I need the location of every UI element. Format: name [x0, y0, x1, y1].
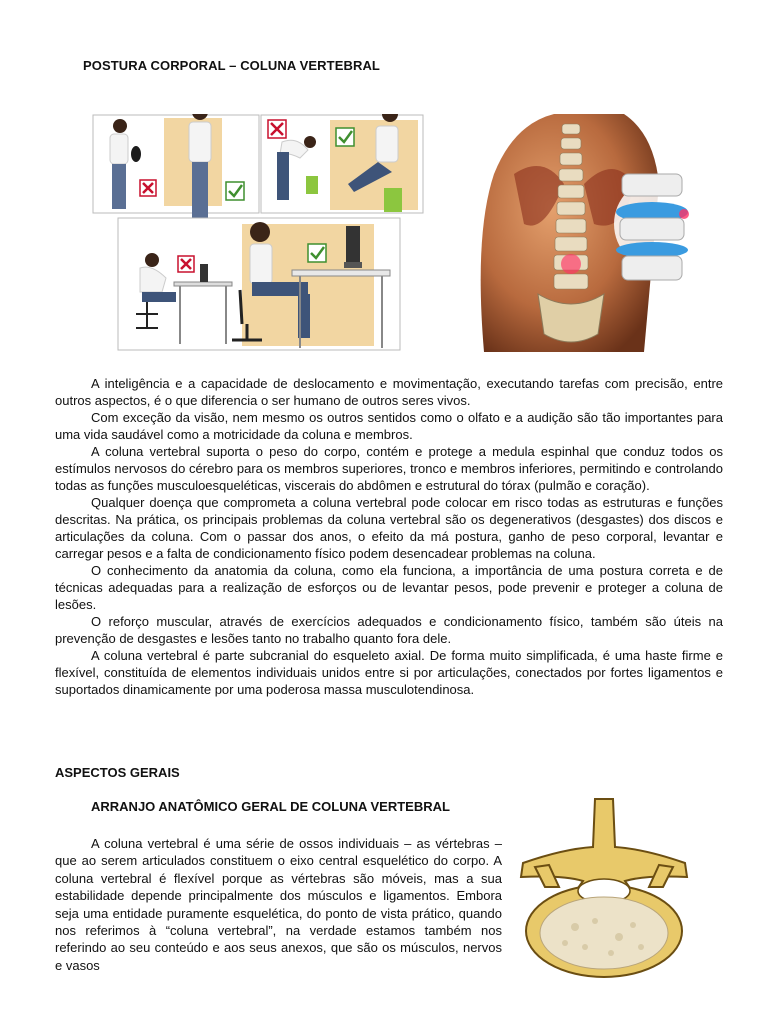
- spine-anatomy-illustration: [474, 114, 706, 352]
- check-mark-icon: [336, 128, 354, 146]
- posture-illustration: [92, 114, 428, 354]
- vertebra-illustration: [515, 797, 693, 979]
- paragraph: O conhecimento da anatomia da coluna, como ela funciona, a importância de uma postura correta e de técnicas adequadas para a realização de esforços ou de levantar pesos, pode prevenir e proteger a coluna de lesões.: [55, 563, 723, 612]
- paragraph: Qualquer doença que comprometa a coluna vertebral pode colocar em risco todas as estruturas e funções descritas. Na prática, os principais problemas da coluna vertebral são os degenerativos (desgastes) dos discos e articulações da coluna. Com o passar dos anos, o efeito da má postura, ganho de peso corporal, levantar e carregar pesos e a falta de condicionamento físico podem desencadear problemas na coluna.: [55, 495, 723, 561]
- paragraph: A coluna vertebral é parte subcranial do esqueleto axial. De forma muito simplificada, é uma haste firme e flexível, constituída de elementos individuais unidos entre si por articulações, conectados por fortes ligamentos e suportados dinamicamente por uma poderosa massa musculotendinosa.: [55, 648, 723, 697]
- paragraph: O reforço muscular, através de exercícios adequados e condicionamento físico, também são úteis na prevenção de desgastes e lesões tanto no trabalho quanto fora dele.: [55, 614, 723, 646]
- section-heading: ASPECTOS GERAIS: [55, 765, 180, 780]
- paragraph: Com exceção da visão, nem mesmo os outros sentidos como o olfato e a audição são tão importantes para uma vida saudável como a motricidade da coluna e membros.: [55, 410, 723, 442]
- x-mark-icon: [268, 120, 286, 138]
- paragraph: A inteligência e a capacidade de deslocamento e movimentação, executando tarefas com precisão, entre outros aspectos, é o que diferencia o ser humano de outros seres vivos.: [55, 376, 723, 408]
- check-mark-icon: [226, 182, 244, 200]
- check-mark-icon: [308, 244, 326, 262]
- intro-text: [55, 375, 723, 698]
- subsection-paragraph: A coluna vertebral é uma série de ossos individuais – as vértebras – que ao serem articulados constituem o eixo central esquelético do corpo. A coluna vertebral é flexível porque as vértebras são móveis, mas a sua estabilidade depende principalmente dos músculos e ligamentos. Embora seja uma entidade puramente esquelética, do ponto de vista prático, quando nos referimos à “coluna vertebral”, na verdade estamos também nos referindo ao seu conteúdo e aos seus anexos, que são os músculos, nervos e vasos: [55, 836, 502, 973]
- subsection-heading: ARRANJO ANATÔMICO GERAL DE COLUNA VERTEBRAL: [91, 799, 450, 814]
- page-title: POSTURA CORPORAL – COLUNA VERTEBRAL: [83, 58, 380, 73]
- paragraph: A coluna vertebral suporta o peso do corpo, contém e protege a medula espinhal que conduz todos os estímulos nervosos do cérebro para os membros superiores, tronco e membros inferiores, permitindo e controlando todas as funções musculoesqueléticas, viscerais do abdômen e estrutural do tórax (pulmão e coração).: [55, 444, 723, 493]
- x-mark-icon: [140, 180, 156, 196]
- x-mark-icon: [178, 256, 194, 272]
